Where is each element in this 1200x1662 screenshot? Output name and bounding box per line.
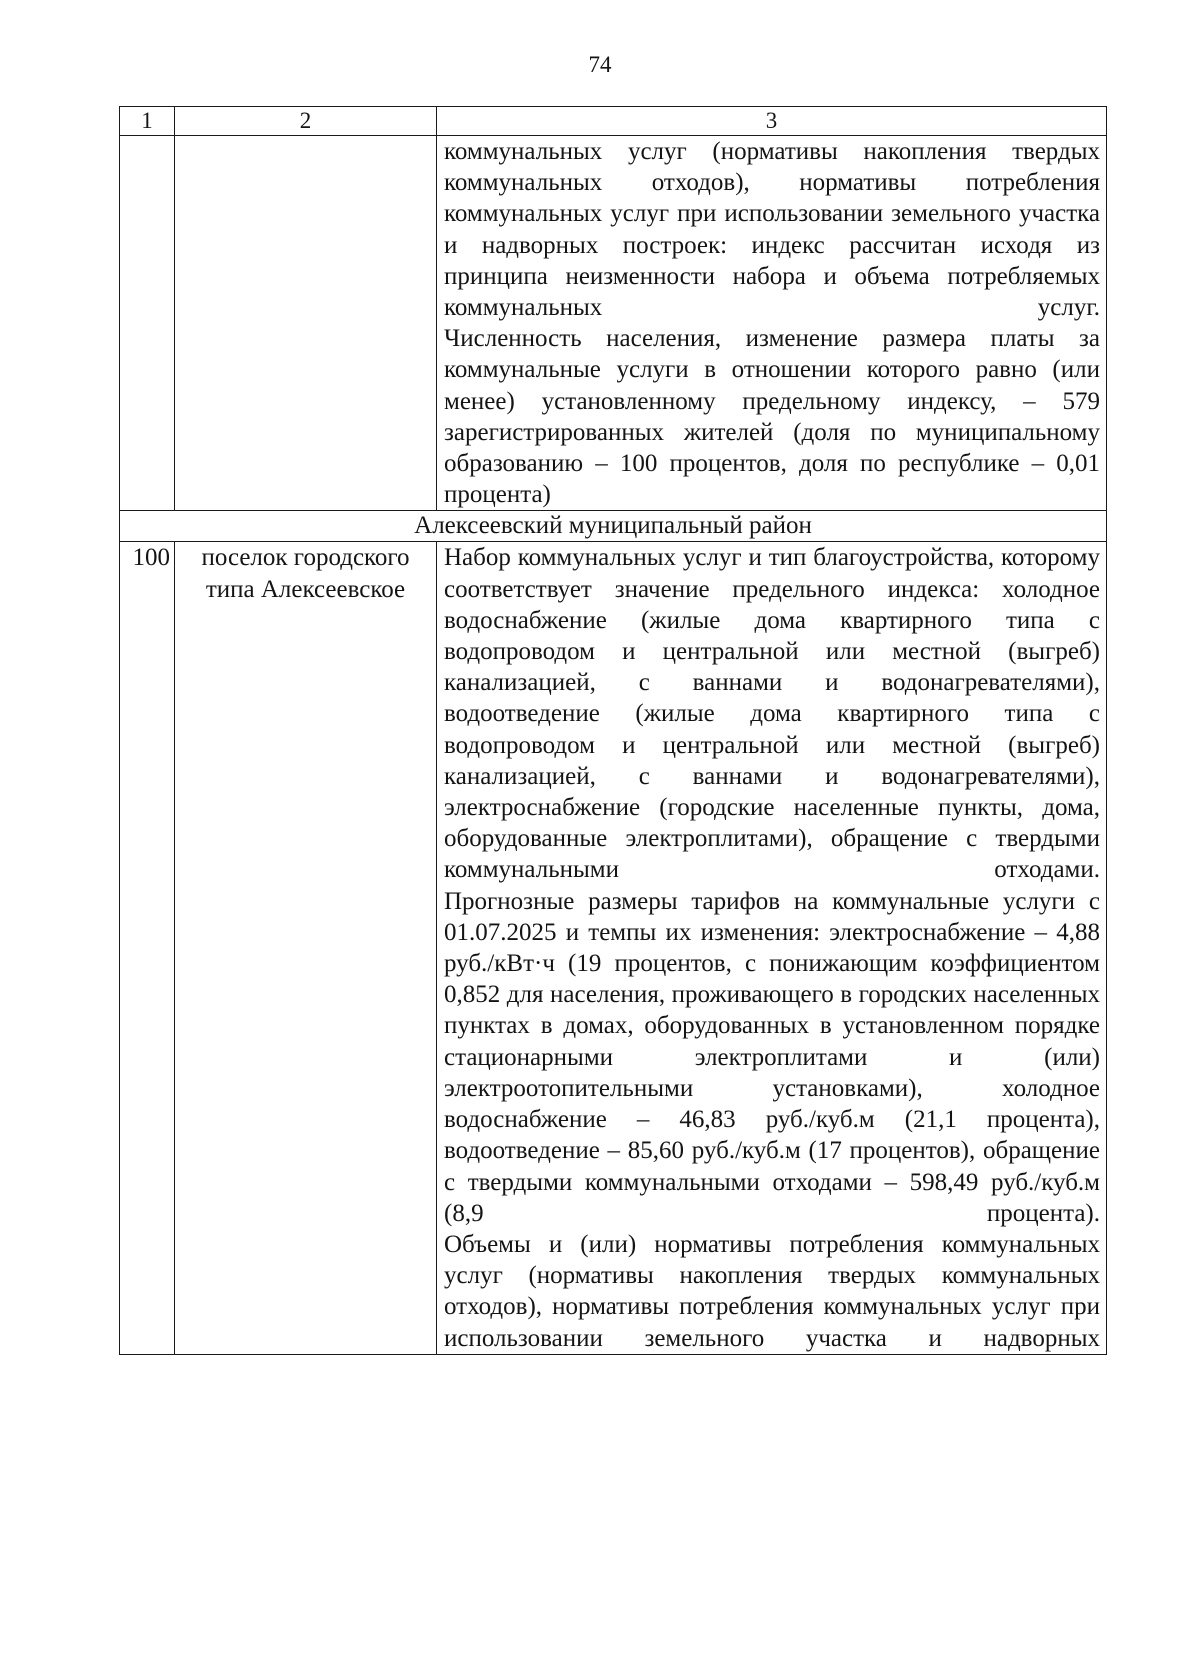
continuation-text-cell — [437, 136, 1107, 511]
continuation-row — [120, 136, 1107, 511]
continuation-paragraph: Численность населения, изменение размера платы за коммунальные услуги в отношении которого равно (или менее) установленному предельному индексу, – 579 зарегистрированных жителей (доля по муниципальному образованию – 100 процентов, доля по республике – 0,01 процента) — [444, 325, 1100, 509]
column-number-row — [120, 107, 1107, 136]
description-paragraph: Набор коммунальных услуг и тип благоустройства, которому соответствует значение предельного индекса: холодное водоснабжение (жилые дома квартирного типа с водопроводом и центральной или местной (выгреб) канализацией, с ваннами и водонагревателями), водоотведение (жилые дома квартирного типа с водопроводом и центральной или местной (выгреб) канализацией, с ваннами и водонагревателями), электроснабжение (городские населенные пункты, дома, оборудованные электроплитами), обращение с твердыми коммунальными отходами. — [444, 544, 1100, 884]
row-description-cell — [437, 542, 1107, 1354]
tariff-table — [119, 106, 1107, 1355]
district-heading: Алексеевский муниципальный район — [120, 511, 1107, 542]
settlement-name: поселок городского типа Алексеевское — [175, 542, 437, 1354]
continuation-name-cell — [175, 136, 437, 511]
continuation-paragraph: коммунальных услуг (нормативы накопления твердых коммунальных отходов), нормативы потребления коммунальных услуг при использовании земельного участка и надворных построек: индекс рассчитан исходя из принципа неизменности набора и объема потребляемых коммунальных услуг. — [444, 138, 1100, 322]
description-paragraph: Объемы и (или) нормативы потребления коммунальных услуг (нормативы накопления твердых коммунальных отходов), нормативы потребления коммунальных услуг при использовании земельного участка и надворных — [444, 1230, 1100, 1352]
page-number: 74 — [588, 52, 612, 77]
row-number: 100 — [120, 542, 175, 1354]
column-number-2: 2 — [175, 107, 437, 136]
continuation-number-cell — [120, 136, 175, 511]
description-paragraph: Прогнозные размеры тарифов на коммунальные услуги с 01.07.2025 и темпы их изменения: электроснабжение – 4,88 руб./кВт·ч (19 процентов, с понижающим коэффициентом 0,852 для населения, проживающего в городских населенных пунктах в домах, оборудованных в установленном порядке стационарными электроплитами и (или) электроотопительными установками), холодное водоснабжение – 46,83 руб./куб.м (21,1 процента), водоотведение – 85,60 руб./куб.м (17 процентов), обращение с твердыми коммунальными отходами – 598,49 руб./куб.м (8,9 процента). — [444, 887, 1100, 1227]
table-row — [120, 542, 1107, 1354]
column-number-1: 1 — [120, 107, 175, 136]
district-row — [120, 511, 1107, 542]
column-number-3: 3 — [437, 107, 1107, 136]
